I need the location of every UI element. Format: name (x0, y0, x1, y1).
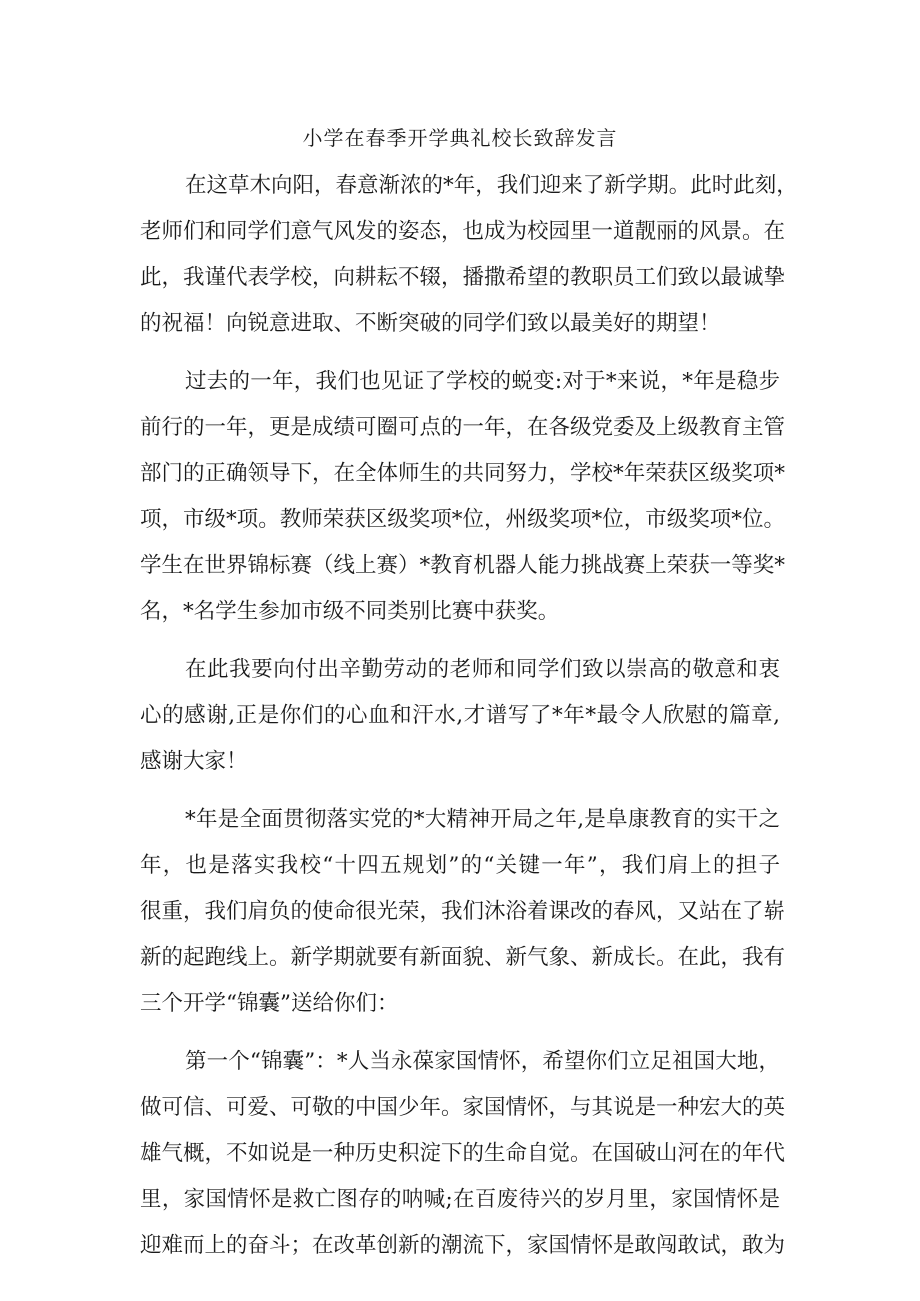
paragraph-2 (140, 359, 786, 635)
text-line: 老师们和同学们意气风发的姿态，也成为校园里一道靓丽的风景。在 (140, 219, 786, 244)
paragraph-4 (140, 797, 786, 1027)
text-line: 第一个“锦囊”：*人当永葆家国情怀，希望你们立足祖国大地， (185, 1049, 780, 1074)
text-line: 心的感谢,正是你们的心血和汗水,才谱写了*年*最令人欣慰的篇章, (140, 703, 780, 728)
text-line: 年，也是落实我校“十四五规划”的“关键一年”，我们肩上的担子 (140, 853, 780, 878)
paragraph-5 (140, 1039, 786, 1269)
text-line: 学生在世界锦标赛（线上赛）*教育机器人能力挑战赛上荣获一等奖* (140, 553, 786, 578)
text-line: 的祝福！向锐意进取、不断突破的同学们致以最美好的期望！ (140, 311, 721, 336)
text-line: 项，市级*项。教师荣获区级奖项*位，州级奖项*位，市级奖项*位。 (140, 507, 786, 532)
text-line: 感谢大家！ (140, 749, 248, 774)
text-line: 前行的一年，更是成绩可圈可点的一年，在各级党委及上级教育主管 (140, 415, 786, 440)
text-line: 很重，我们肩负的使命很光荣，我们沐浴着课改的春风，又站在了崭 (140, 899, 786, 924)
text-line: 过去的一年，我们也见证了学校的蜕变:对于*来说，*年是稳步 (185, 369, 780, 394)
document-title: 小学在春季开学典礼校长致辞发言 (302, 126, 618, 150)
text-line: 部门的正确领导下，在全体师生的共同努力，学校*年荣获区级奖项* (140, 461, 786, 486)
text-line: 雄气概，不如说是一种历史积淀下的生命自觉。在国破山河在的年代 (140, 1141, 786, 1166)
text-line: 做可信、可爱、可敬的中国少年。家国情怀，与其说是一种宏大的英 (140, 1095, 786, 1120)
text-line: 迎难而上的奋斗；在改革创新的潮流下，家国情怀是敢闯敢试，敢为 (140, 1233, 786, 1258)
text-line: 新的起跑线上。新学期就要有新面貌、新气象、新成长。在此，我有 (140, 945, 786, 970)
paragraph-1 (140, 163, 798, 347)
text-line: 在此我要向付出辛勤劳动的老师和同学们致以崇高的敬意和衷 (185, 657, 780, 682)
text-line: 里，家国情怀是救亡图存的呐喊;在百废待兴的岁月里，家国情怀是 (140, 1187, 780, 1212)
document-body (140, 163, 798, 1281)
text-line: 在这草木向阳，春意渐浓的*年，我们迎来了新学期。此时此刻， (185, 173, 798, 198)
text-line: 名，*名学生参加市级不同类别比赛中获奖。 (140, 599, 560, 624)
text-line: 三个开学“锦囊”送给你们： (140, 991, 399, 1016)
paragraph-3 (140, 647, 780, 785)
text-line: *年是全面贯彻落实党的*大精神开局之年,是阜康教育的实干之 (185, 807, 780, 832)
text-line: 此，我谨代表学校，向耕耘不辍，播撒希望的教职员工们致以最诚挚 (140, 265, 786, 290)
